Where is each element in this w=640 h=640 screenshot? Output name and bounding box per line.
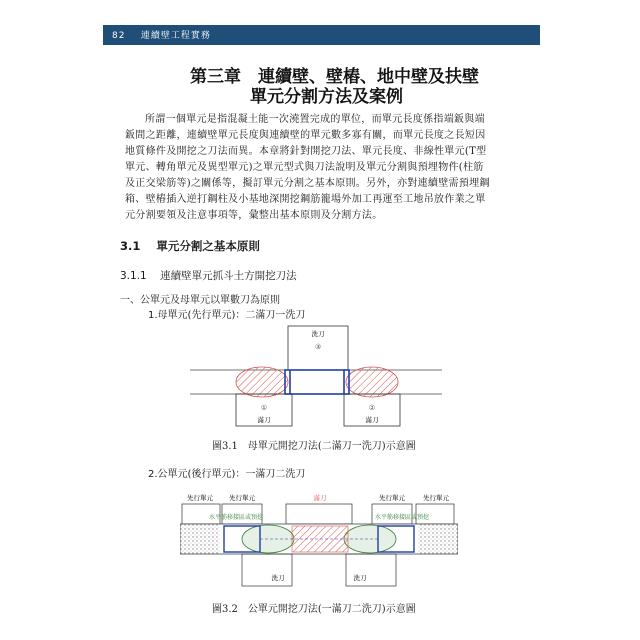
intro-line-3: 地質條件及開挖之刀法而異。本章將針對開挖刀法、單元長度、非線性單元(T型 [125, 146, 487, 157]
chapter-title-line-2: 單元分割方法及案例 [250, 87, 403, 107]
section-title: 單元分割之基本原則 [156, 239, 260, 253]
fig2-green-label-left: 水平筋移接區或預挖 [208, 514, 264, 521]
fig2-top-label-1: 先行單元 [187, 494, 213, 502]
figure-3-1-diagram [190, 322, 442, 428]
fig2-top-label-3: 滿刀 [313, 494, 327, 502]
figure-3-2-diagram [180, 488, 458, 590]
subsection-title: 連續壁單元抓斗土方開挖刀法 [160, 270, 297, 282]
rebar-cage-outline [285, 370, 349, 394]
running-header [112, 28, 211, 41]
fig2-top-label-2: 先行單元 [229, 494, 255, 502]
fig1-bottom-left-label: 滿刀 [257, 416, 271, 424]
principle-heading: 一、公單元及母單元以單數刀為原則 [120, 295, 280, 306]
fig1-bottom-left-num: ① [260, 404, 268, 412]
intro-line-6: 箱、壁樁插入逆打鋼柱及小基地深開挖鋼筋籠場外加工再運至工地吊放作業之單 [125, 194, 486, 205]
intro-line-2: 鈑間之距離，連續壁單元長度與連續壁的單元數多寡有關，而單元長度之長短因 [125, 130, 486, 141]
page-number: 82 [112, 31, 126, 41]
chapter-title-line-1: 第三章 連續壁、壁樁、地中壁及扶壁 [190, 67, 479, 87]
fig2-bottom-label-right: 洗刀 [353, 574, 367, 582]
fig1-top-num: ③ [314, 343, 322, 351]
fig2-green-label-right: 水平筋移接區或預挖 [374, 514, 430, 521]
figure-3-1-caption: 圖3.1 母單元開挖刀法(二滿刀一洗刀)示意圖 [212, 441, 416, 452]
intro-line-7: 元分割要領及注意事項等，彙整出基本原則及分割方法。 [125, 210, 383, 221]
fig2-bottom-label-left: 洗刀 [271, 574, 285, 582]
hatched-bite-left [236, 367, 288, 397]
item-male-unit: 2.公單元(後行單元)：一滿刀二洗刀 [148, 469, 306, 480]
fig1-top-label: 洗刀 [311, 330, 325, 338]
subsection-number: 3.1.1 [120, 270, 147, 282]
section-heading-3-1 [120, 238, 260, 254]
fig1-bottom-right-num: ② [368, 404, 376, 412]
concrete-left [180, 524, 220, 554]
fig2-top-label-4: 先行單元 [379, 494, 405, 502]
fig2-top-label-5: 先行單元 [423, 494, 449, 502]
section-number: 3.1 [120, 239, 141, 253]
intro-line-5: 及正交梁筋等)之關係等，擬訂單元分割之基本原則。另外，亦對連續壁需預埋鋼 [125, 178, 490, 189]
hatched-bite-right [346, 367, 398, 397]
intro-line-1: 所謂一個單元是指混凝土能一次澆置完成的單位，而單元長度係指端鈑與端 [145, 114, 485, 125]
figure-3-2-caption: 圖3.2 公單元開挖刀法(一滿刀二洗刀)示意圖 [212, 604, 416, 615]
book-title: 連續壁工程實務 [140, 31, 211, 41]
item-female-unit: 1.母單元(先行單元)：二滿刀一洗刀 [148, 310, 306, 321]
intro-line-4: 單元、轉角單元及異型單元)之單元型式與刀法說明及單元分割與預埋物件(柱筋 [125, 162, 484, 173]
fig1-bottom-right-label: 滿刀 [365, 416, 379, 424]
concrete-right [418, 524, 458, 554]
section-heading-3-1-1 [120, 268, 297, 283]
